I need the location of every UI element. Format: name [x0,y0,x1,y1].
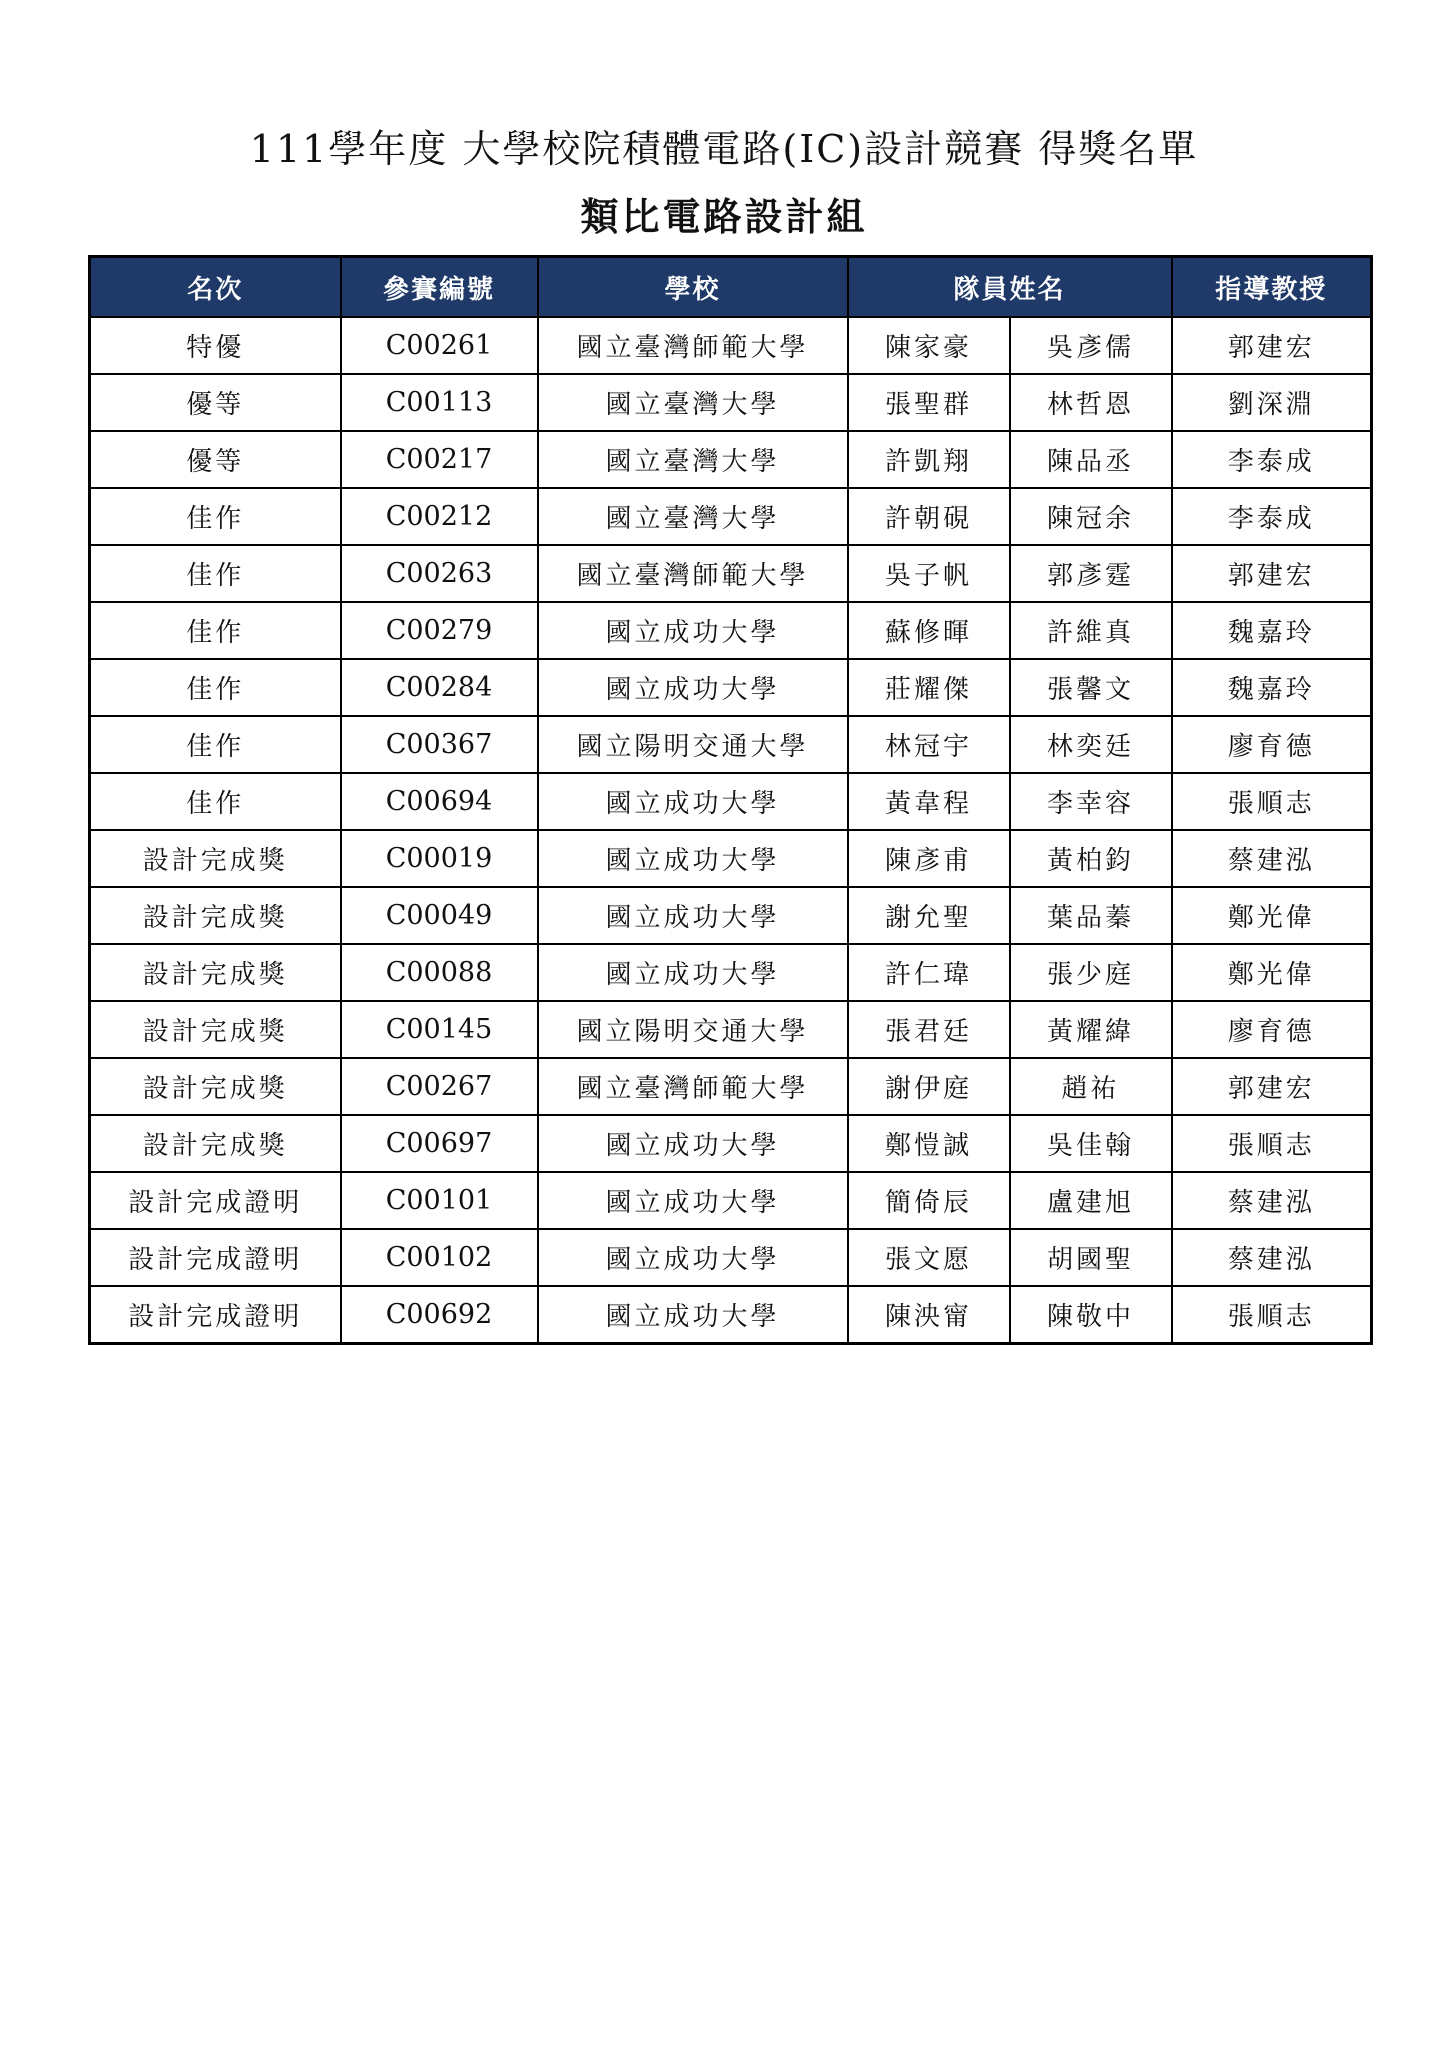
cell-entry-id: C00101 [341,1172,538,1229]
table-row [90,659,1372,716]
cell-advisor: 廖育德 [1172,716,1372,773]
table-row [90,602,1372,659]
cell-school: 國立臺灣大學 [538,374,848,431]
cell-entry-id: C00263 [341,545,538,602]
document-subtitle: 類比電路設計組 [580,195,868,239]
table-row [90,1058,1372,1115]
cell-advisor: 郭建宏 [1172,545,1372,602]
cell-entry-id: C00267 [341,1058,538,1115]
table-row [90,716,1372,773]
cell-member-2: 黃耀緯 [1010,1001,1172,1058]
cell-rank: 設計完成獎 [90,887,341,944]
header-entry-id: 參賽編號 [341,257,538,318]
cell-advisor: 郭建宏 [1172,317,1372,374]
cell-advisor: 張順志 [1172,1286,1372,1344]
cell-rank: 設計完成獎 [90,1115,341,1172]
cell-school: 國立成功大學 [538,887,848,944]
cell-school: 國立成功大學 [538,773,848,830]
cell-entry-id: C00102 [341,1229,538,1286]
cell-member-2: 吳彥儒 [1010,317,1172,374]
cell-rank: 設計完成證明 [90,1229,341,1286]
cell-rank: 佳作 [90,716,341,773]
cell-advisor: 郭建宏 [1172,1058,1372,1115]
cell-entry-id: C00261 [341,317,538,374]
cell-entry-id: C00367 [341,716,538,773]
cell-member-1: 陳家豪 [848,317,1010,374]
table-row [90,545,1372,602]
cell-member-2: 陳品丞 [1010,431,1172,488]
cell-member-1: 謝允聖 [848,887,1010,944]
cell-member-1: 陳泱甯 [848,1286,1010,1344]
cell-member-2: 黃柏鈞 [1010,830,1172,887]
cell-school: 國立陽明交通大學 [538,716,848,773]
cell-school: 國立成功大學 [538,1229,848,1286]
cell-entry-id: C00088 [341,944,538,1001]
cell-member-1: 許朝硯 [848,488,1010,545]
cell-member-2: 張少庭 [1010,944,1172,1001]
cell-school: 國立成功大學 [538,1286,848,1344]
table-row [90,374,1372,431]
cell-advisor: 鄭光偉 [1172,887,1372,944]
cell-member-1: 林冠宇 [848,716,1010,773]
cell-member-2: 林哲恩 [1010,374,1172,431]
header-members: 隊員姓名 [848,257,1172,318]
cell-member-2: 吳佳翰 [1010,1115,1172,1172]
cell-member-2: 張馨文 [1010,659,1172,716]
header-school: 學校 [538,257,848,318]
header-advisor: 指導教授 [1172,257,1372,318]
results-table [88,255,1373,1345]
cell-member-1: 吳子帆 [848,545,1010,602]
table-row [90,431,1372,488]
cell-member-1: 鄭愷誠 [848,1115,1010,1172]
table-row [90,1286,1372,1344]
cell-rank: 佳作 [90,602,341,659]
table-row [90,1229,1372,1286]
cell-advisor: 蔡建泓 [1172,1229,1372,1286]
table-row [90,944,1372,1001]
cell-entry-id: C00113 [341,374,538,431]
cell-rank: 設計完成證明 [90,1172,341,1229]
cell-school: 國立臺灣師範大學 [538,317,848,374]
cell-member-2: 陳冠余 [1010,488,1172,545]
cell-entry-id: C00217 [341,431,538,488]
cell-member-1: 許仁瑋 [848,944,1010,1001]
cell-entry-id: C00212 [341,488,538,545]
cell-school: 國立成功大學 [538,944,848,1001]
cell-rank: 佳作 [90,488,341,545]
cell-member-2: 胡國聖 [1010,1229,1172,1286]
cell-rank: 設計完成獎 [90,1058,341,1115]
cell-school: 國立臺灣大學 [538,431,848,488]
cell-advisor: 鄭光偉 [1172,944,1372,1001]
cell-member-1: 黃韋程 [848,773,1010,830]
cell-member-2: 郭彥霆 [1010,545,1172,602]
cell-rank: 設計完成獎 [90,944,341,1001]
cell-advisor: 蔡建泓 [1172,830,1372,887]
cell-entry-id: C00692 [341,1286,538,1344]
table-row [90,773,1372,830]
cell-rank: 優等 [90,431,341,488]
cell-advisor: 張順志 [1172,1115,1372,1172]
cell-member-2: 林奕廷 [1010,716,1172,773]
cell-member-1: 莊耀傑 [848,659,1010,716]
cell-member-2: 許維真 [1010,602,1172,659]
cell-member-1: 許凱翔 [848,431,1010,488]
cell-entry-id: C00279 [341,602,538,659]
cell-member-1: 簡倚辰 [848,1172,1010,1229]
cell-entry-id: C00694 [341,773,538,830]
cell-rank: 佳作 [90,545,341,602]
cell-advisor: 張順志 [1172,773,1372,830]
cell-entry-id: C00284 [341,659,538,716]
cell-advisor: 魏嘉玲 [1172,659,1372,716]
cell-member-2: 葉品蓁 [1010,887,1172,944]
cell-school: 國立成功大學 [538,830,848,887]
cell-member-2: 盧建旭 [1010,1172,1172,1229]
header-rank: 名次 [90,257,341,318]
cell-rank: 設計完成獎 [90,1001,341,1058]
table-row [90,1001,1372,1058]
cell-member-1: 張文愿 [848,1229,1010,1286]
cell-entry-id: C00145 [341,1001,538,1058]
cell-rank: 設計完成證明 [90,1286,341,1344]
table-row [90,317,1372,374]
cell-school: 國立臺灣師範大學 [538,545,848,602]
table-row [90,1115,1372,1172]
cell-advisor: 蔡建泓 [1172,1172,1372,1229]
cell-rank: 設計完成獎 [90,830,341,887]
table-row [90,1172,1372,1229]
cell-member-1: 蘇修暉 [848,602,1010,659]
cell-entry-id: C00019 [341,830,538,887]
cell-school: 國立臺灣大學 [538,488,848,545]
table-header-row [90,257,1372,318]
cell-member-2: 陳敬中 [1010,1286,1172,1344]
cell-entry-id: C00697 [341,1115,538,1172]
cell-rank: 優等 [90,374,341,431]
cell-member-1: 謝伊庭 [848,1058,1010,1115]
cell-advisor: 劉深淵 [1172,374,1372,431]
cell-advisor: 李泰成 [1172,431,1372,488]
table-row [90,488,1372,545]
cell-member-2: 李幸容 [1010,773,1172,830]
cell-member-1: 陳彥甫 [848,830,1010,887]
cell-entry-id: C00049 [341,887,538,944]
document-title: 111學年度 大學校院積體電路(IC)設計競賽 得獎名單 [249,127,1199,171]
cell-advisor: 魏嘉玲 [1172,602,1372,659]
cell-member-1: 張君廷 [848,1001,1010,1058]
cell-advisor: 李泰成 [1172,488,1372,545]
cell-school: 國立臺灣師範大學 [538,1058,848,1115]
cell-school: 國立陽明交通大學 [538,1001,848,1058]
cell-advisor: 廖育德 [1172,1001,1372,1058]
cell-member-2: 趙祐 [1010,1058,1172,1115]
cell-school: 國立成功大學 [538,1115,848,1172]
cell-school: 國立成功大學 [538,602,848,659]
table-row [90,887,1372,944]
cell-school: 國立成功大學 [538,659,848,716]
cell-rank: 佳作 [90,773,341,830]
table-row [90,830,1372,887]
cell-rank: 特優 [90,317,341,374]
cell-member-1: 張聖群 [848,374,1010,431]
cell-school: 國立成功大學 [538,1172,848,1229]
cell-rank: 佳作 [90,659,341,716]
